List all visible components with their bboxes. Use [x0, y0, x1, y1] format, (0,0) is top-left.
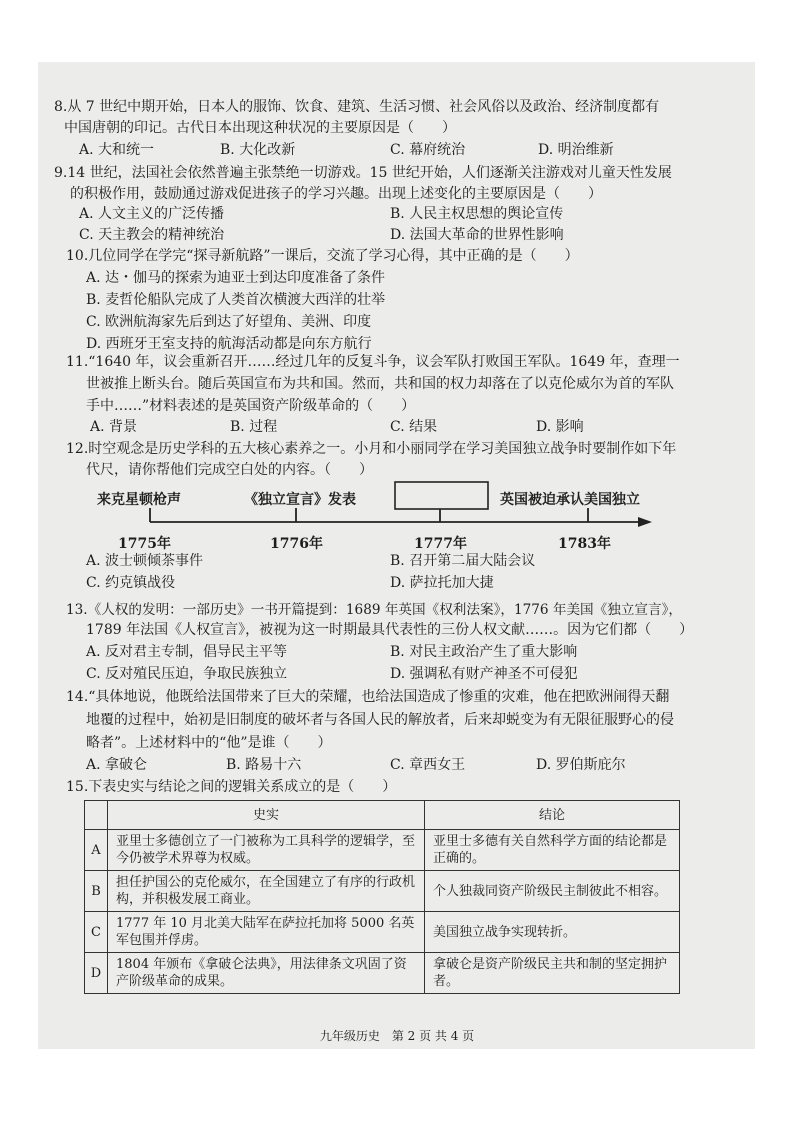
timeline-year-1775: 1775年 [118, 536, 171, 552]
timeline-event-independence: 英国被迫承认美国独立 [500, 492, 640, 508]
q15-row-a-conclusion: 亚里士多德有关自然科学方面的结论都是正确的。 [425, 830, 680, 871]
q12-option-b[interactable]: B. 召开第二届大陆会议 [390, 553, 536, 569]
q15-header-conclusion: 结论 [425, 801, 680, 830]
q9-stem-line2: 的积极作用，鼓励通过游戏促进孩子的学习兴趣。出现上述变化的主要原因是（ ） [70, 186, 602, 202]
q8-option-d[interactable]: D. 明治维新 [538, 142, 614, 158]
q9-option-b[interactable]: B. 人民主权思想的舆论宣传 [390, 206, 564, 222]
q15-table-header [85, 801, 680, 830]
table-row [85, 912, 680, 953]
q9-stem-line1: 9.14 世纪，法国社会依然普遍主张禁绝一切游戏。15 世纪开始，人们逐渐关注游戏对儿童天性发展 [54, 165, 672, 181]
q11-option-c[interactable]: C. 结果 [390, 419, 438, 435]
q15-header-fact: 史实 [108, 801, 425, 830]
q13-option-b[interactable]: B. 对民主政治产生了重大影响 [390, 644, 578, 660]
q11-stem-line3: 手中……”材料表述的是英国资产阶级革命的（ ） [86, 398, 416, 414]
q9-option-d[interactable]: D. 法国大革命的世界性影响 [390, 227, 564, 243]
q15-stem: 15.下表史实与结论之间的逻辑关系成立的是（ ） [66, 779, 397, 795]
q10-option-c[interactable]: C. 欧洲航海家先后到达了好望角、美洲、印度 [86, 314, 372, 330]
q8-stem-line1: 8.从 7 世纪中期开始，日本人的服饰、饮食、建筑、生活习惯、社会风俗以及政治、经济制度都有 [54, 99, 660, 115]
q15-row-d-conclusion: 拿破仑是资产阶级民主共和制的坚定拥护者。 [425, 953, 680, 994]
q14-option-c[interactable]: C. 章西女王 [390, 757, 466, 773]
q14-option-a[interactable]: A. 拿破仑 [86, 757, 148, 773]
q15-row-d-fact: 1804 年颁布《拿破仑法典》，用法律条文巩固了资产阶级革命的成果。 [108, 953, 425, 994]
q10-option-a[interactable]: A. 达・伽马的探索为迪亚士到达印度准备了条件 [86, 270, 386, 286]
page-footer: 九年级历史 第 2 页 共 4 页 [319, 1029, 475, 1043]
q10-option-d[interactable]: D. 西班牙王室支持的航海活动都是向东方航行 [86, 336, 372, 352]
q15-row-c-conclusion: 美国独立战争实现转折。 [425, 912, 680, 953]
table-row [85, 871, 680, 912]
q15-row-d-key: D [85, 953, 108, 994]
q14-option-b[interactable]: B. 路易十六 [226, 757, 302, 773]
q15-row-c-fact: 1777 年 10 月北美大陆军在萨拉托加将 5000 名英军包围并俘虏。 [108, 912, 425, 953]
q15-row-a-key: A [85, 830, 108, 871]
q13-option-c[interactable]: C. 反对殖民压迫，争取民族独立 [86, 666, 288, 682]
q12-option-d[interactable]: D. 萨拉托加大捷 [390, 575, 494, 591]
q10-option-b[interactable]: B. 麦哲伦船队完成了人类首次横渡大西洋的壮举 [86, 292, 386, 308]
q12-stem-line2: 代尺，请你帮他们完成空白处的内容。（ ） [86, 462, 373, 478]
table-row [85, 830, 680, 871]
q11-option-d[interactable]: D. 影响 [536, 419, 584, 435]
timeline-year-1777: 1777年 [414, 536, 467, 552]
timeline-event-lexington: 来克星顿枪声 [97, 492, 181, 508]
q14-stem-line3: 略者”。上述材料中的“他”是谁（ ） [86, 735, 332, 751]
q11-option-a[interactable]: A. 背景 [90, 419, 138, 435]
q15-table [84, 800, 680, 994]
q11-stem-line1: 11.“1640 年，议会重新召开……经过几年的反复斗争，议会军队打败国王军队。1649 年，查理一 [66, 354, 680, 370]
q13-stem-line2: 1789 年法国《人权宣言》，被视为这一时期最具代表性的三份人权文献……。因为它们都（ ） [86, 622, 694, 638]
table-row [85, 953, 680, 994]
q8-option-c[interactable]: C. 幕府统治 [390, 142, 466, 158]
q15-header-blank [85, 801, 108, 830]
timeline-blank-box[interactable] [395, 482, 488, 509]
q15-row-c-key: C [85, 912, 108, 953]
q12-option-c[interactable]: C. 约克镇战役 [86, 575, 176, 591]
timeline-year-1783: 1783年 [558, 536, 611, 552]
q15-row-a-fact: 亚里士多德创立了一门被称为工具科学的逻辑学，至今仍被学术界尊为权威。 [108, 830, 425, 871]
q14-stem-line1: 14.“具体地说，他既给法国带来了巨大的荣耀，也给法国造成了惨重的灾难，他在把欧洲闹得天翻 [66, 689, 670, 705]
q14-stem-line2: 地覆的过程中，始初是旧制度的破坏者与各国人民的解放者，后来却蜕变为有无限征服野心的侵 [86, 712, 674, 728]
q13-stem-line1: 13.《人权的发明：一部历史》一书开篇提到：1689 年英国《权利法案》，1776 年美国《独立宣言》， [66, 602, 683, 618]
q12-stem-line1: 12.时空观念是历史学科的五大核心素养之一。小月和小丽同学在学习美国独立战争时要制作如下年 [66, 441, 677, 457]
q12-option-a[interactable]: A. 波士顿倾茶事件 [86, 553, 204, 569]
timeline-event-declaration: 《独立宣言》发表 [244, 492, 356, 508]
q8-option-b[interactable]: B. 大化改新 [220, 142, 296, 158]
timeline-year-1776: 1776年 [270, 536, 323, 552]
q11-option-b[interactable]: B. 过程 [230, 419, 278, 435]
q13-option-d[interactable]: D. 强调私有财产神圣不可侵犯 [390, 666, 578, 682]
q14-option-d[interactable]: D. 罗伯斯庇尔 [536, 757, 626, 773]
q8-stem-line2: 中国唐朝的印记。古代日本出现这种状况的主要原因是（ ） [64, 120, 456, 136]
q13-option-a[interactable]: A. 反对君主专制，倡导民主平等 [86, 644, 288, 660]
q8-option-a[interactable]: A. 大和统一 [79, 142, 155, 158]
q10-stem: 10.几位同学在学完“探寻新航路”一课后，交流了学习心得，其中正确的是（ ） [66, 248, 579, 264]
q9-option-a[interactable]: A. 人文主义的广泛传播 [79, 206, 225, 222]
q9-option-c[interactable]: C. 天主教会的精神统治 [79, 227, 225, 243]
q15-row-b-key: B [85, 871, 108, 912]
q15-row-b-fact: 担任护国公的克伦威尔，在全国建立了有序的行政机构，并积极发展工商业。 [108, 871, 425, 912]
q15-row-b-conclusion: 个人独裁同资产阶级民主制彼此不相容。 [425, 871, 680, 912]
q11-stem-line2: 世被推上断头台。随后英国宣布为共和国。然而，共和国的权力却落在了以克伦威尔为首的军队 [86, 376, 674, 392]
